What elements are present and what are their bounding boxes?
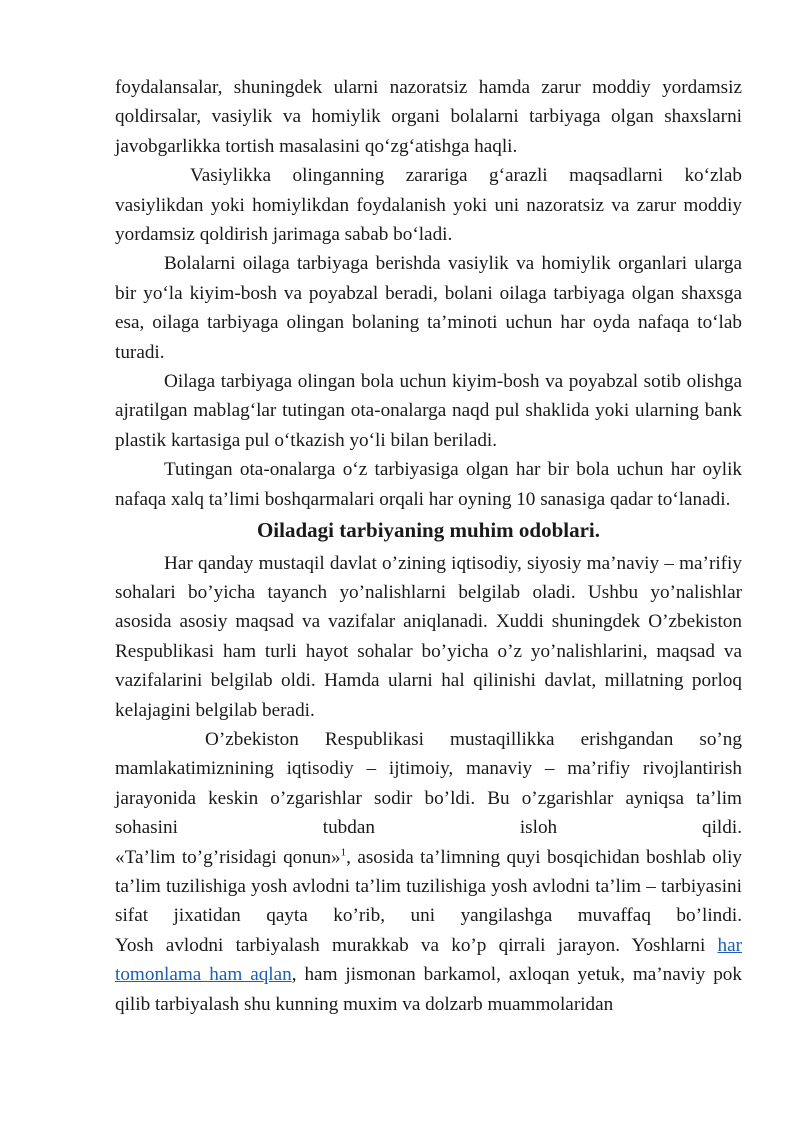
paragraph-3: Bolalarni oilaga tarbiyaga berishda vasiylik va homiylik organlari ularga bir yo‘la kiyim-bosh va poyabzal beradi, bolani oilaga tarbiyaga olgan shaxsga esa, oilaga tarbiyaga olingan bolaning ta’minoti uchun har oyda nafaqa to‘lab turadi. — [115, 253, 742, 363]
paragraph-8-start: Yosh avlodni tarbiyalash murakkab va ko’p qirrali jarayon. Yoshlarni — [115, 934, 718, 956]
hyperlink[interactable]: har tomonlama ham aqlan — [115, 934, 742, 986]
footnote-marker[interactable]: 1 — [340, 846, 347, 859]
section-heading: Oiladagi tarbiyaning muhim odoblari. — [256, 518, 601, 543]
paragraph-8-end: , ham jismonan barkamol, axloqan yetuk, ma’naviy pok qilib tarbiyalash shu kunning muxim va dolzarb muammolaridan — [115, 964, 742, 1015]
paragraph-6: Har qanday mustaqil davlat o’zining iqtisodiy, siyosiy ma’naviy – ma’rifiy sohalari bo’yicha tayanch yo’nalishlarni belgilab oladi. Ushbu yo’nalishlar asosida asosiy maqsad va vazifalar aniqlanadi. Xuddi shuningdek O’zbekiston Respublikasi ham turli hayot sohalar bo’yicha o’z yo’nalishlarini, maqsad va vazifalarini belgilab oldi. Hamda ularni hal qilinishi davlat, millatning porloq kelajagini belgilab beradi. — [115, 552, 742, 721]
paragraph-1: foydalansalar, shuningdek ularni nazoratsiz hamda zarur moddiy yordamsiz qoldirsalar, vasiylik va homiylik organi bolalarni tarbiyaga olgan shaxslarni javobgarlikka tortish masalasini qo‘zg‘atishga haqli. — [115, 77, 742, 157]
paragraph-4: Oilaga tarbiyaga olingan bola uchun kiyim-bosh va poyabzal sotib olishga ajratilgan mablag‘lar tutingan ota-onalarga naqd pul shaklida yoki ularning bank plastik kartasiga pul o‘tkazish yo‘li bilan beriladi. — [115, 371, 742, 451]
paragraph-7b — [115, 843, 742, 931]
paragraph-8 — [115, 931, 742, 1019]
paragraph-7b-text: , asosida ta’limning quyi bosqichidan boshlab oliy ta’lim tuzilishiga yosh avlodni ta’lim tuzilishiga yosh avlodni ta’lim – tarbiyasini sifat jixatidan qayta ko’rib, uni yangilashga muvaffaq bo’lindi. — [115, 846, 742, 927]
paragraph-5: Tutingan ota-onalarga o‘z tarbiyasiga olgan har bir bola uchun har oylik nafaqa xalq ta’limi boshqarmalari orqali har oyning 10 sanasiga qadar to‘lanadi. — [115, 459, 742, 510]
paragraph-7a: O’zbekiston Respublikasi mustaqillikka erishgandan so’ng mamlakatimiznining iqtisodiy – ijtimoiy, manaviy – ma’rifiy rivojlantirish jarayonida keskin o’zgarishlar sodir bo’ldi. Bu o’zgarishlar ayniqsa ta’lim sohasini tubdan isloh qildi. — [115, 728, 742, 839]
law-title: «Ta’lim to’g’risidagi qonun» — [115, 846, 341, 868]
paragraph-2: Vasiylikka olinganning zarariga g‘arazli maqsadlarni ko‘zlab vasiylikdan yoki homiylikdan foydalanish yoki uni nazoratsiz va zarur moddiy yordamsiz qoldirish jarimaga sabab bo‘ladi. — [115, 165, 742, 246]
